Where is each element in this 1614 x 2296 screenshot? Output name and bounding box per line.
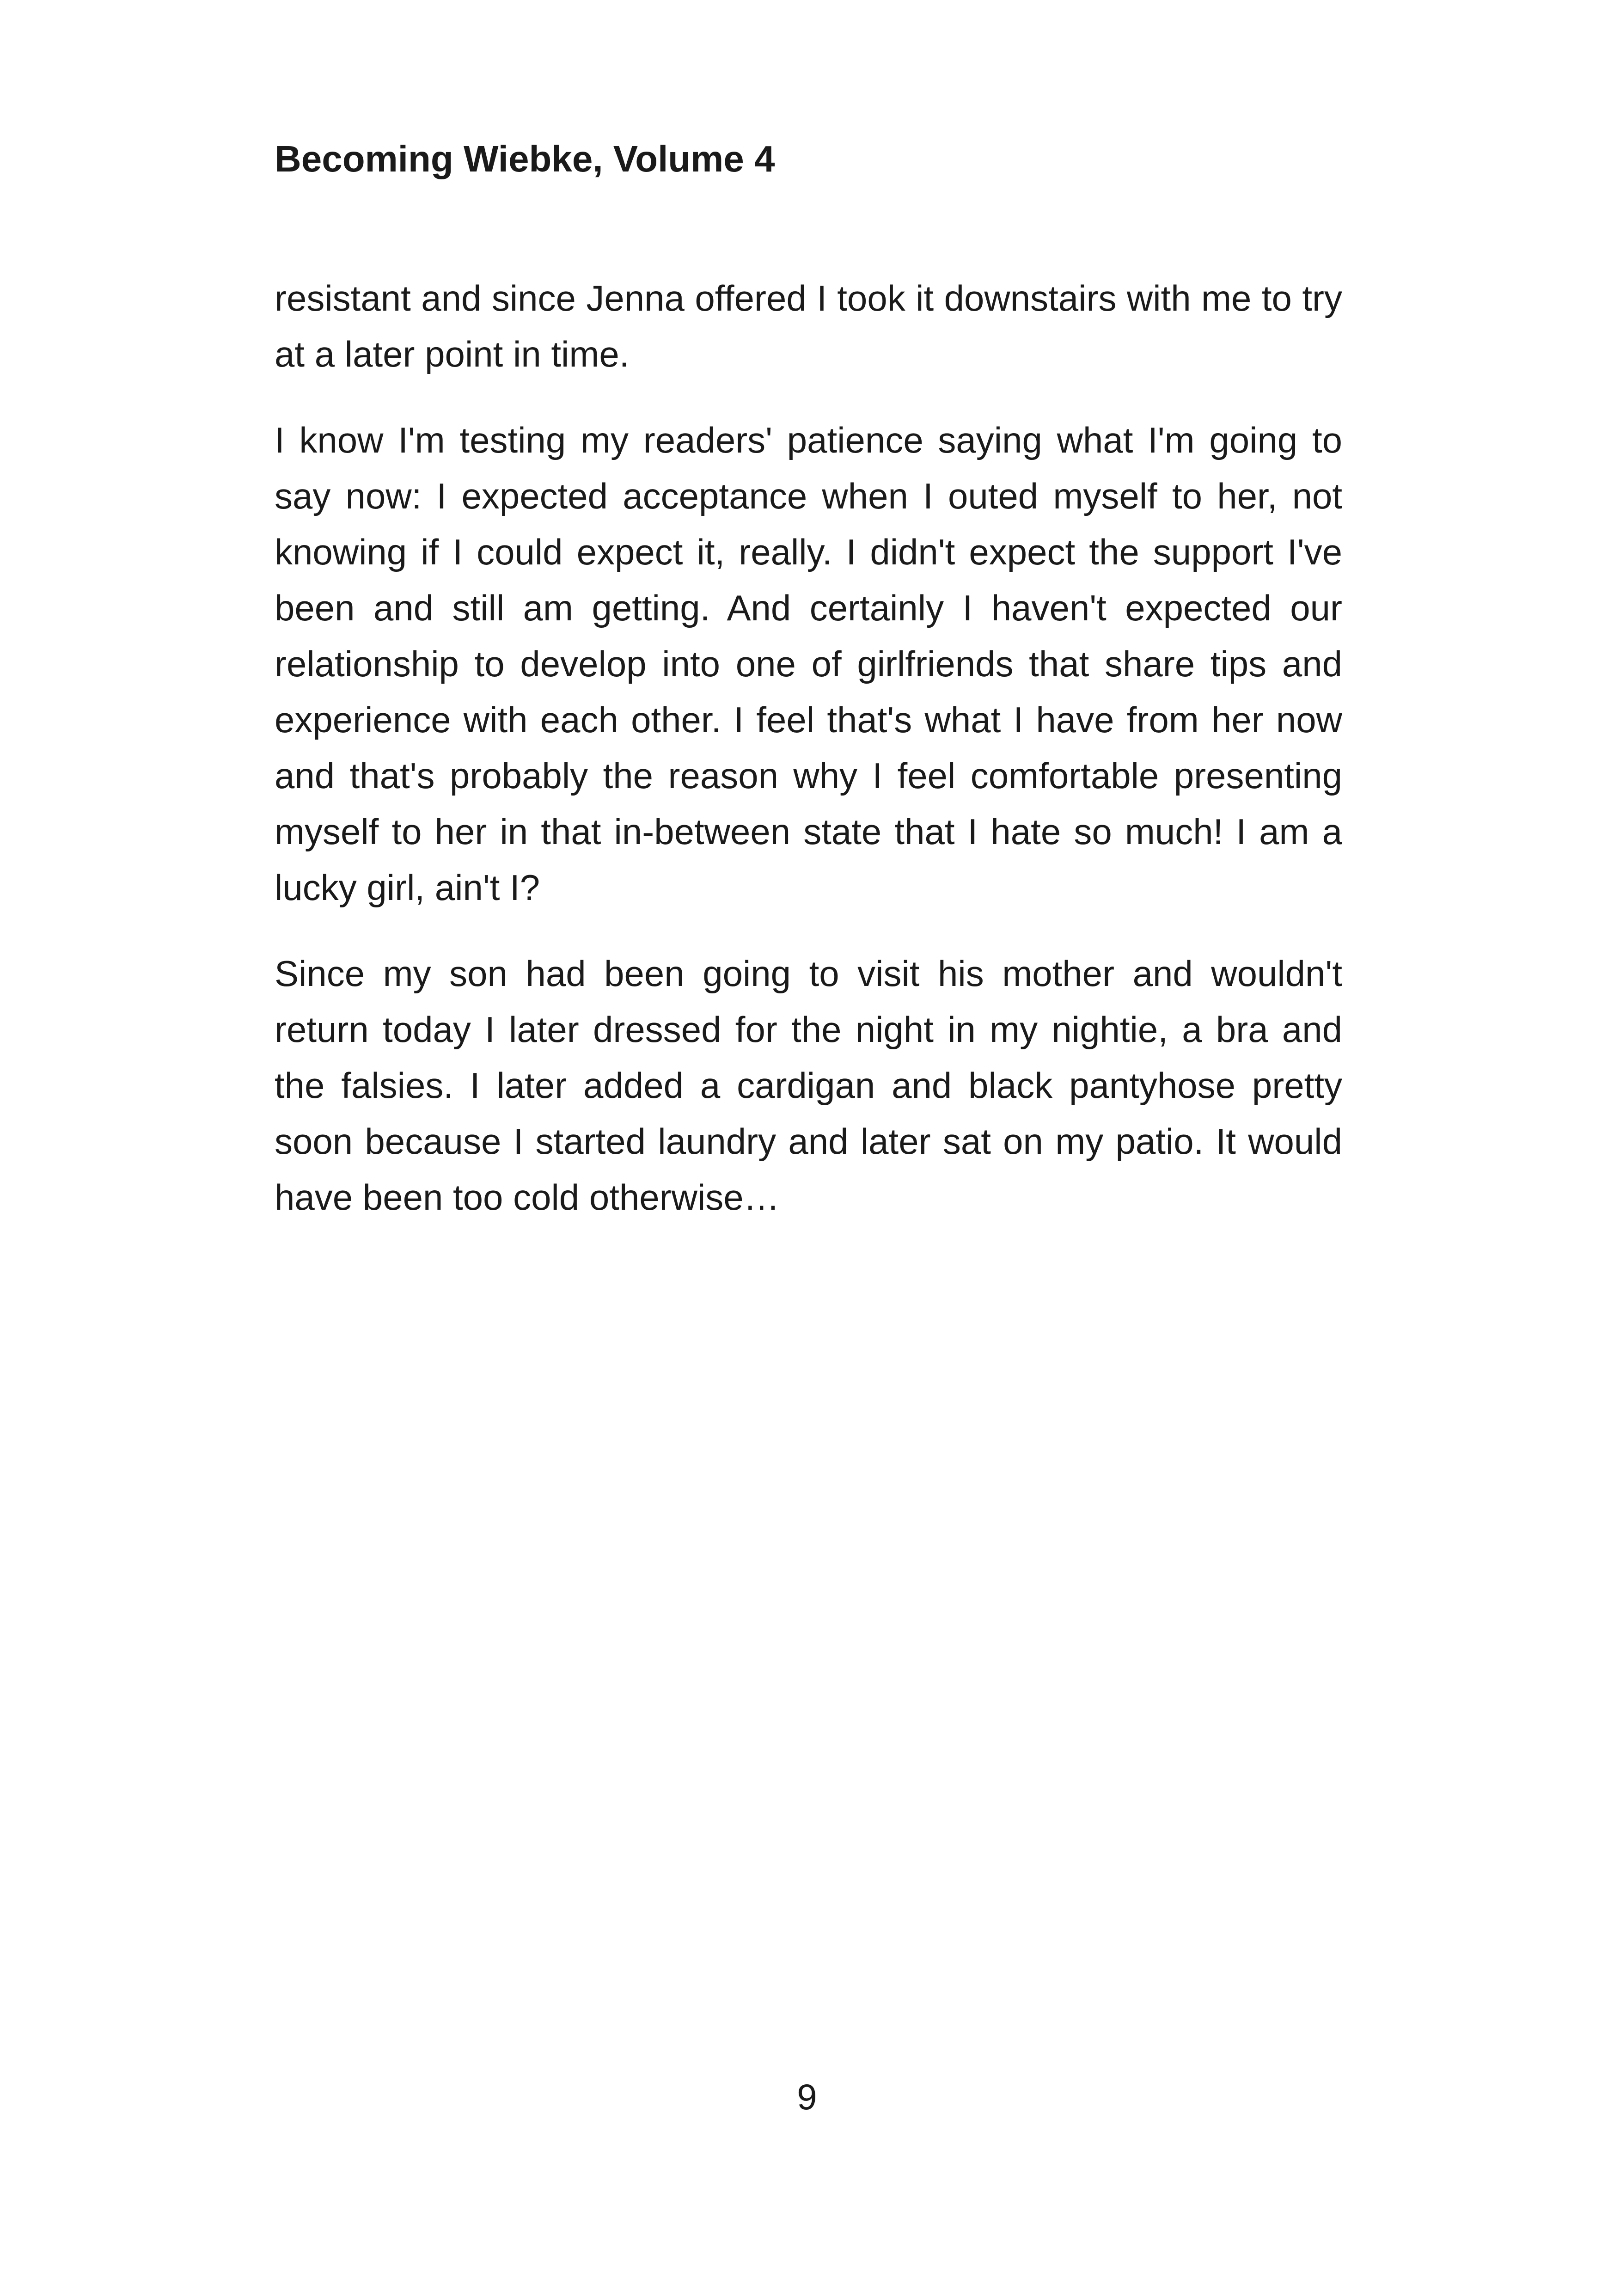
paragraph-3: Since my son had been going to visit his mother and wouldn't return today I later dressed for the night in my nightie, a bra and the falsies. I later added a cardigan and black pantyhose pretty soon because I started laundry and later sat on my patio. It would have been too cold otherwise… [275,953,1342,1218]
paragraph-2: I know I'm testing my readers' patience saying what I'm going to say now: I expected acceptance when I outed myself to her, not knowing if I could expect it, really. I didn't expect the support I've been and still am getting. And certainly I haven't expected our relationship to develop into one of girlfriends that share tips and experience with each other. I feel that's what I have from her now and that's probably the reason why I feel comfortable presenting myself to her in that in-between state that I hate so much! I am a lucky girl, ain't I? [275,420,1342,908]
running-head: Becoming Wiebke, Volume 4 [275,138,775,179]
page-number: 9 [797,2076,817,2117]
paragraph-1: resistant and since Jenna offered I took it downstairs with me to try at a later point in time. [275,278,1342,374]
body-text [275,270,1342,1255]
